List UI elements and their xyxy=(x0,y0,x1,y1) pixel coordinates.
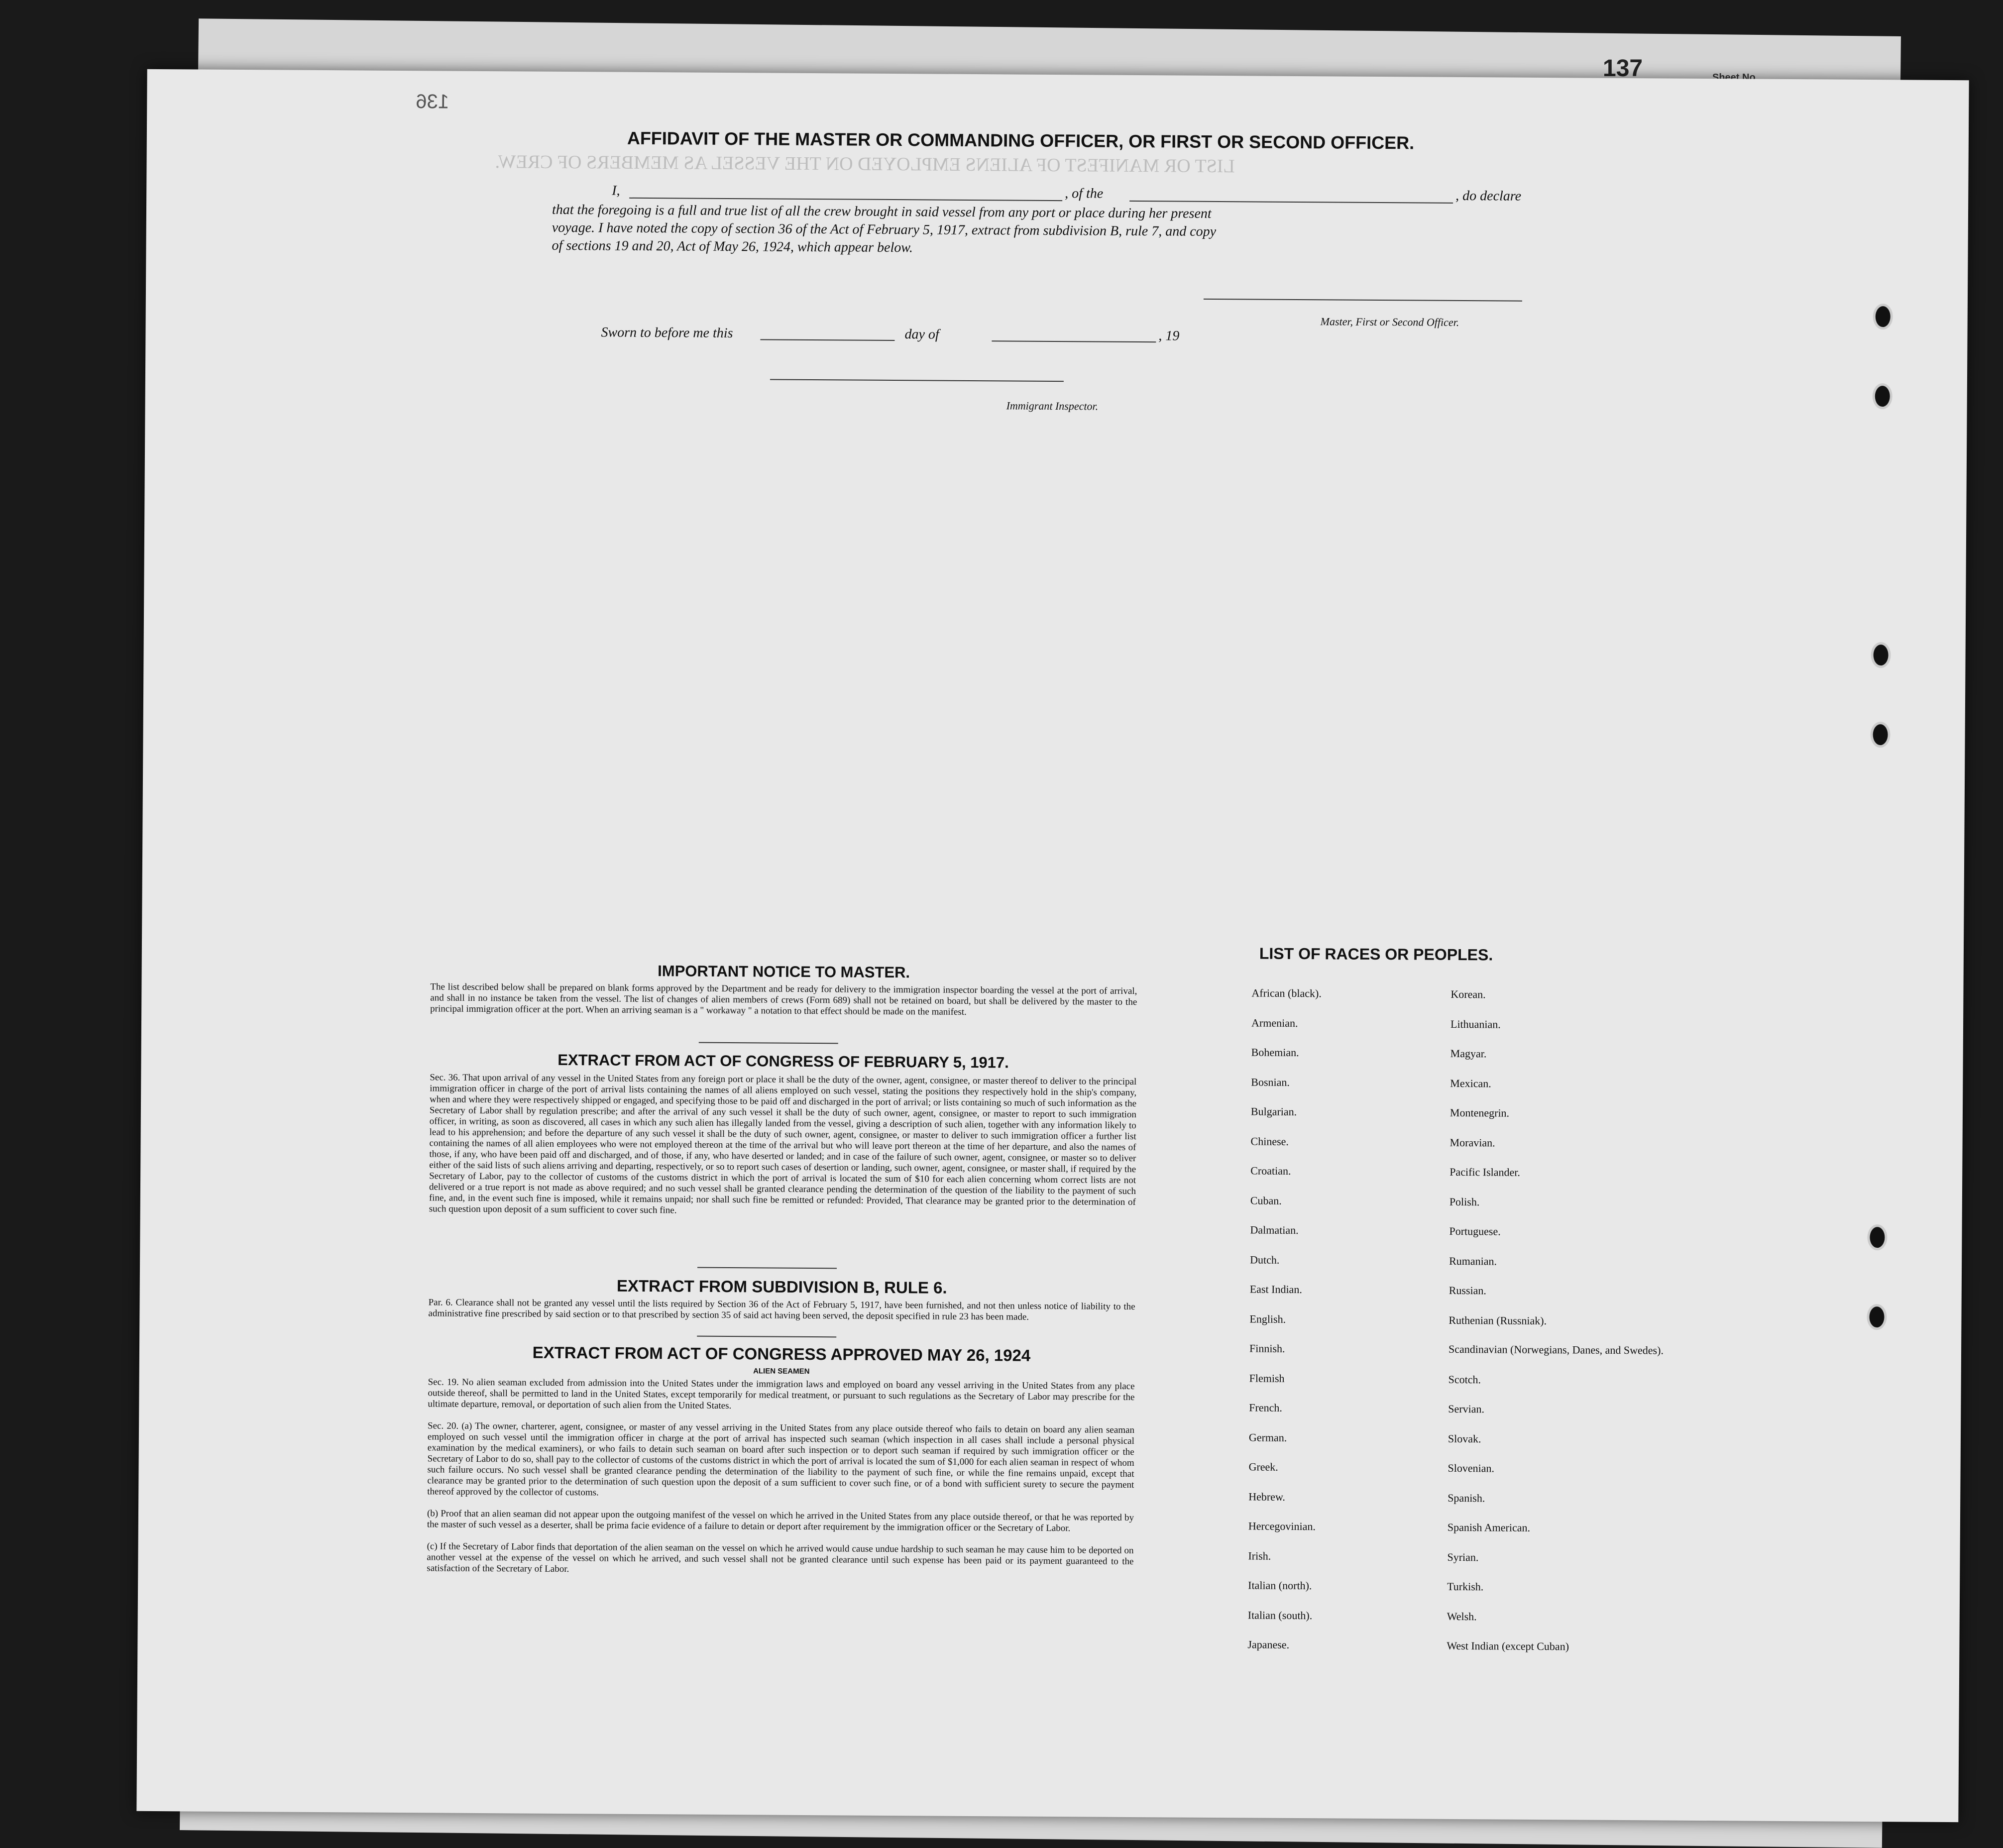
race-item: Korean. xyxy=(1450,987,1486,1001)
race-item: Cuban. xyxy=(1250,1194,1282,1207)
extract-1917-body: Sec. 36. That upon arrival of any vessel in the United States from any foreign port or place it shall be the duty of the owner, agent, consignee, or master thereof to deliver to the principal immigration officer in charge of the port of arrival lists containing the names of all aliens employed on such vessel, stating the positions they respectively hold in the ship's company, when and where they were respectively shipped or engaged, and specifying those to be paid off and discharged in the port of arrival; or lists containing so much of such information as the Secretary of Labor shall by regulation prescribe; and after the arrival of any such vessel it shall be the duty of such owner, agent, consignee, or master to report to such immigration officer, in writing, as soon as discovered, all cases in which any such alien has illegally landed from the vessel, giving a description of such alien, together with any information likely to lead to his apprehension; and before the departure of any such vessel it shall be the duty of such owner, agent, consignee, or master to deliver to such immigration officer a further list containing the names of all alien employees who were not employed thereon at the time of the arrival but who will leave port thereon at the time of her departure, and also the names of those, if any, who have been paid off and discharged, and of those, if any, who have deserted or landed; and in case of the failure of such owner, agent, consignee, or master so to deliver either of the said lists of such aliens arriving and departing, respectively, or so to report such cases of desertion or landing, such owner, agent, consignee, or master shall, if required by the Secretary of Labor, pay to the collector of customs of the customs district in which the port of arrival is located the sum of $10 for each alien concerning whom correct lists are not delivered or a true report is not made as above required; and no such vessel shall be granted clearance pending the determination of the question of the liability to the payment of such fine, and, in the event such fine is imposed, while it remains unpaid; nor shall such fine be remitted or refunded: Provided, That clearance may be granted prior to the determination of such question upon deposit of a sum sufficient to cover such fine. xyxy=(429,1072,1137,1216)
binding-hole xyxy=(1871,642,1891,668)
binding-hole xyxy=(1867,1224,1887,1250)
race-item: Hebrew. xyxy=(1248,1490,1286,1503)
race-item: Spanish American. xyxy=(1447,1521,1531,1534)
race-item: West Indian (except Cuban) xyxy=(1447,1639,1569,1653)
race-item: African (black). xyxy=(1251,986,1322,1000)
section-divider xyxy=(699,1042,838,1044)
race-item: Scotch. xyxy=(1448,1373,1481,1386)
notice-body: The list described below shall be prepared on blank forms approved by the Department and be ready for delivery to the immigration inspector boarding the vessel at the port of arrival, and shall in no instance be taken from the vessel. The list of changes of alien members of crews (Form 689) shall not be retained on board, but shall be delivered by the master to the principal immigration officer at the port. When an arriving seaman is a " workaway " a notation to that effect should be made on the manifest. xyxy=(430,981,1137,1017)
sworn-label: Sworn to before me this xyxy=(601,325,733,341)
race-item: Greek. xyxy=(1248,1460,1278,1473)
race-item: Italian (south). xyxy=(1247,1608,1313,1622)
race-item: Ruthenian (Russniak). xyxy=(1448,1313,1547,1327)
master-signature-label: Master, First or Second Officer. xyxy=(1320,315,1459,328)
affidavit-do-declare-label: , do declare xyxy=(1455,188,1522,204)
page-number: 137 xyxy=(1603,55,1643,82)
extract-1917-title: EXTRACT FROM ACT OF CONGRESS OF FEBRUARY 5, 1917. xyxy=(557,1051,1009,1072)
race-item: English. xyxy=(1249,1312,1286,1325)
sworn-month-line xyxy=(992,340,1156,342)
races-list-title: LIST OF RACES OR PEOPLES. xyxy=(1259,944,1493,964)
inspector-signature-label: Immigrant Inspector. xyxy=(1006,399,1099,413)
race-item: Moravian. xyxy=(1449,1136,1495,1149)
race-item: Slovak. xyxy=(1447,1432,1481,1445)
binding-hole xyxy=(1870,722,1890,748)
affidavit-line-2: that the foregoing is a full and true list of all the crew brought in said vessel from any port or place during her present xyxy=(552,202,1212,221)
race-item: Bulgarian. xyxy=(1250,1105,1297,1118)
inspector-signature-line xyxy=(770,379,1064,382)
affidavit-line-3: voyage. I have noted the copy of section 36 of the Act of February 5, 1917, extract from subdivision B, rule 7, and copy xyxy=(552,219,1217,239)
sworn-day-line xyxy=(760,339,894,341)
race-item: Hercegovinian. xyxy=(1248,1520,1316,1533)
affidavit-of-the-label: , of the xyxy=(1065,186,1104,202)
race-item: Russian. xyxy=(1448,1284,1487,1297)
race-item: East Indian. xyxy=(1249,1283,1302,1296)
year-label: , 19 xyxy=(1158,328,1180,344)
race-item: Syrian. xyxy=(1447,1550,1479,1563)
races-right-column xyxy=(1447,988,1679,1670)
race-item: Mexican. xyxy=(1450,1077,1491,1089)
race-item: Portuguese. xyxy=(1449,1224,1501,1238)
vessel-blank-line xyxy=(1129,201,1453,204)
race-item: Pacific Islander. xyxy=(1449,1165,1521,1179)
race-item: Japanese. xyxy=(1247,1638,1290,1651)
bleed-through-text: LIST OR MANIFEST OF ALIENS EMPLOYED ON THE VESSEL AS MEMBERS OF CREW. xyxy=(495,151,1235,177)
name-blank-line xyxy=(629,198,1062,201)
binding-hole xyxy=(1873,304,1893,329)
race-item: Montenegrin. xyxy=(1449,1106,1510,1119)
extract-1924-sec20c: (c) If the Secretary of Labor finds that deportation of the alien seaman on the vessel on which he arrived would cause undue hardship to such seaman he may cause him to be deported on another vessel at the expense of the vessel on which he arrived, and such vessel shall not be granted clearance until such expense has been paid or its payment guaranteed to the satisfaction of the Secretary of Labor. xyxy=(427,1541,1134,1575)
stamp-number: 136 xyxy=(416,91,449,113)
extract-1924-title: EXTRACT FROM ACT OF CONGRESS APPROVED MAY 26, 1924 xyxy=(532,1343,1031,1365)
extract-rule6-body: Par. 6. Clearance shall not be granted any vessel until the lists required by Section 36 of the Act of February 5, 1917, have been furnished, and not then unless notice of liability to the administrative fine prescribed by said section or to that prescribed by section 35 of said act having been served, the deposit specified in rule 23 has been made. xyxy=(428,1297,1135,1322)
affidavit-i-label: I, xyxy=(612,183,620,199)
section-divider xyxy=(697,1336,836,1338)
day-of-label: day of xyxy=(904,326,939,342)
extract-1924-sec19: Sec. 19. No alien seaman excluded from admission into the United States under the immigration laws and employed on board any vessel arriving in the United States from any place outside thereof, shall be permitted to land in the United States, except temporarily for medical treatment, or pursuant to such regulations as the Secretary of Labor may prescribe for the ultimate departure, removal, or deportation of such alien from the United States. xyxy=(428,1377,1135,1412)
binding-hole xyxy=(1873,383,1892,409)
race-item: Dalmatian. xyxy=(1250,1223,1299,1237)
race-item: Flemish xyxy=(1249,1371,1285,1385)
extract-1924-sec20b: (b) Proof that an alien seaman did not appear upon the outgoing manifest of the vessel on which he arrived in the United States from any place outside thereof, or that he was reported by the master of such vessel as a deserter, shall be prima facie evidence of a failure to detain or deport after requirement by the immigration officer or the Secretary of Labor. xyxy=(427,1508,1134,1534)
race-item: Irish. xyxy=(1248,1549,1271,1562)
race-item: Bosnian. xyxy=(1251,1075,1290,1088)
race-item: Bohemian. xyxy=(1251,1046,1299,1059)
section-divider xyxy=(697,1267,837,1269)
binding-hole xyxy=(1867,1304,1887,1330)
race-item: Servian. xyxy=(1448,1402,1485,1415)
race-item: Dutch. xyxy=(1250,1253,1280,1266)
race-item: Turkish. xyxy=(1447,1580,1484,1593)
affidavit-line-4: of sections 19 and 20, Act of May 26, 1924, which appear below. xyxy=(552,237,913,256)
race-item: Rumanian. xyxy=(1449,1254,1497,1267)
extract-rule6-title: EXTRACT FROM SUBDIVISION B, RULE 6. xyxy=(616,1276,947,1297)
race-item: Italian (north). xyxy=(1248,1579,1312,1592)
race-item: Lithuanian. xyxy=(1450,1017,1501,1030)
affidavit-title: AFFIDAVIT OF THE MASTER OR COMMANDING OFFICER, OR FIRST OR SECOND OFFICER. xyxy=(627,127,1415,153)
race-item: Slovenian. xyxy=(1447,1461,1495,1475)
race-item: Scandinavian (Norwegians, Danes, and Swedes). xyxy=(1448,1342,1664,1357)
form-sheet xyxy=(136,69,1969,1822)
race-item: Armenian. xyxy=(1251,1016,1298,1029)
race-item: Croatian. xyxy=(1250,1164,1291,1177)
sheet-number-label: Sheet No. xyxy=(1712,72,1759,83)
races-left-column xyxy=(1247,986,1431,1669)
race-item: Spanish. xyxy=(1447,1491,1485,1504)
race-item: German. xyxy=(1248,1430,1287,1444)
notice-title: IMPORTANT NOTICE TO MASTER. xyxy=(658,962,910,981)
master-signature-line xyxy=(1204,299,1522,302)
race-item: Polish. xyxy=(1449,1195,1480,1208)
race-item: French. xyxy=(1249,1401,1283,1414)
race-item: Chinese. xyxy=(1250,1134,1289,1148)
extract-1924-sec20a: Sec. 20. (a) The owner, charterer, agent, consignee, or master of any vessel arriving in the United States from any place outside thereof who fails to detain on board any alien seaman employed on such vessel until the immigration officer in charge at the port of arrival has inspected such seaman (which inspection in all cases shall include a personal physical examination by the medical examiners), or who fails to detain such seaman on board after such inspection or to deport such seaman if required by such immigration officer or the Secretary of Labor to do so, shall pay to the collector of customs of the customs district in which the port of arrival is located the sum of $1,000 for each alien seaman in respect of whom such failure occurs. No such vessel shall be granted clearance pending the determination of the liability to the payment of such fine, or while the fine remains unpaid, except that clearance may be granted prior to the determination of such question upon the deposit of a sum sufficient to cover such fine, or of a bond with sufficient surety to secure the payment thereof approved by the collector of customs. xyxy=(427,1420,1135,1498)
race-item: Finnish. xyxy=(1249,1342,1285,1355)
race-item: Magyar. xyxy=(1450,1047,1487,1060)
race-item: Welsh. xyxy=(1447,1610,1477,1623)
extract-1924-subtitle: ALIEN SEAMEN xyxy=(753,1367,810,1376)
